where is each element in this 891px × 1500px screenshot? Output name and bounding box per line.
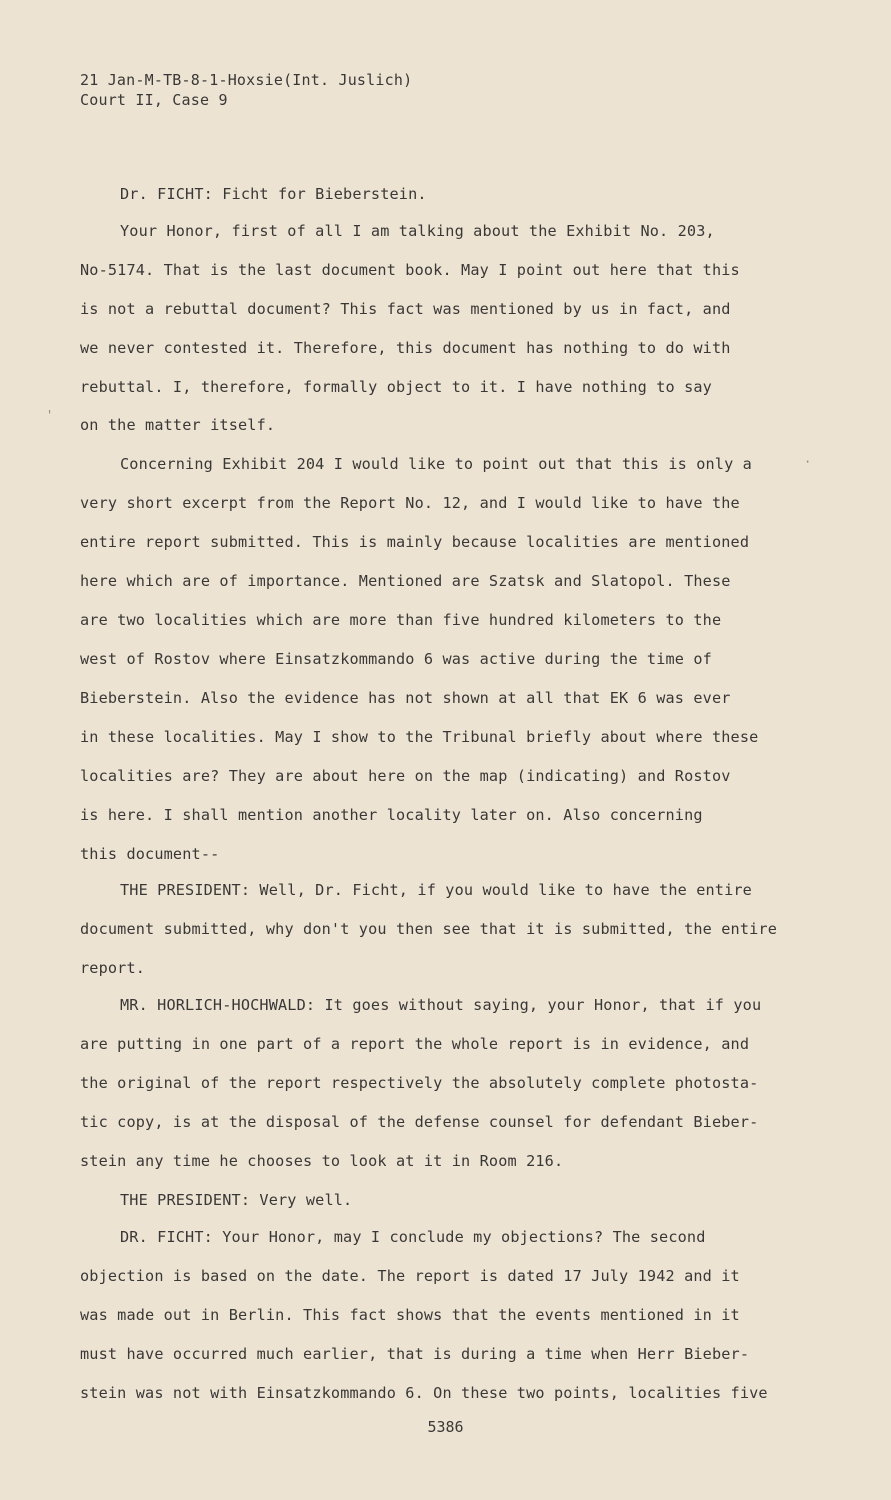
transcript-line: Concerning Exhibit 204 I would like to point out that this is only a [120, 455, 752, 473]
document-header [80, 70, 412, 110]
page-number: 5386 [427, 1418, 464, 1436]
transcript-line: THE PRESIDENT: Very well. [120, 1191, 353, 1209]
transcript-line: report. [80, 959, 146, 977]
transcript-line: are putting in one part of a report the whole report is in evidence, and [80, 1035, 750, 1053]
transcript-line: MR. HORLICH-HOCHWALD: It goes without saying, your Honor, that if you [120, 996, 762, 1014]
transcript-line: must have occurred much earlier, that is during a time when Herr Bieber- [80, 1345, 750, 1363]
transcript-line: are two localities which are more than five hundred kilometers to the [80, 611, 722, 629]
transcript-line: THE PRESIDENT: Well, Dr. Ficht, if you would like to have the entire [120, 881, 752, 899]
header-reference: 21 Jan-M-TB-8-1-Hoxsie(Int. Juslich) [80, 71, 413, 89]
transcript-line: was made out in Berlin. This fact shows that the events mentioned in it [80, 1306, 740, 1324]
transcript-line: is here. I shall mention another locality later on. Also concerning [80, 806, 703, 824]
transcript-line: is not a rebuttal document? This fact was mentioned by us in fact, and [80, 300, 731, 318]
transcript-line: localities are? They are about here on the map (indicating) and Rostov [80, 767, 731, 785]
transcript-line: stein any time he chooses to look at it in Room 216. [80, 1152, 564, 1170]
transcript-line: DR. FICHT: Your Honor, may I conclude my objections? The second [120, 1228, 706, 1246]
transcript-line: tic copy, is at the disposal of the defense counsel for defendant Bieber- [80, 1113, 759, 1131]
transcript-line: Bieberstein. Also the evidence has not shown at all that EK 6 was ever [80, 689, 731, 707]
transcript-line: here which are of importance. Mentioned are Szatsk and Slatopol. These [80, 572, 731, 590]
margin-mark: ' [46, 408, 54, 422]
header-court-case: Court II, Case 9 [80, 91, 228, 109]
transcript-line: in these localities. May I show to the Tribunal briefly about where these [80, 728, 759, 746]
transcript-line: Dr. FICHT: Ficht for Bieberstein. [120, 185, 427, 203]
transcript-line: entire report submitted. This is mainly because localities are mentioned [80, 533, 750, 551]
transcript-line: rebuttal. I, therefore, formally object to it. I have nothing to say [80, 378, 712, 396]
transcript-line: this document-- [80, 845, 220, 863]
transcript-line: No-5174. That is the last document book. May I point out here that this [80, 261, 740, 279]
transcript-line: objection is based on the date. The report is dated 17 July 1942 and it [80, 1267, 740, 1285]
transcript-line: document submitted, why don't you then see that it is submitted, the entire [80, 920, 778, 938]
margin-mark: · [804, 455, 812, 469]
transcript-line: stein was not with Einsatzkommando 6. On these two points, localities five [80, 1384, 768, 1402]
transcript-line: Your Honor, first of all I am talking about the Exhibit No. 203, [120, 222, 715, 240]
transcript-line: west of Rostov where Einsatzkommando 6 was active during the time of [80, 650, 712, 668]
transcript-line: on the matter itself. [80, 416, 276, 434]
transcript-line: we never contested it. Therefore, this document has nothing to do with [80, 339, 731, 357]
transcript-line: the original of the report respectively the absolutely complete photosta- [80, 1074, 759, 1092]
transcript-line: very short excerpt from the Report No. 12, and I would like to have the [80, 494, 740, 512]
